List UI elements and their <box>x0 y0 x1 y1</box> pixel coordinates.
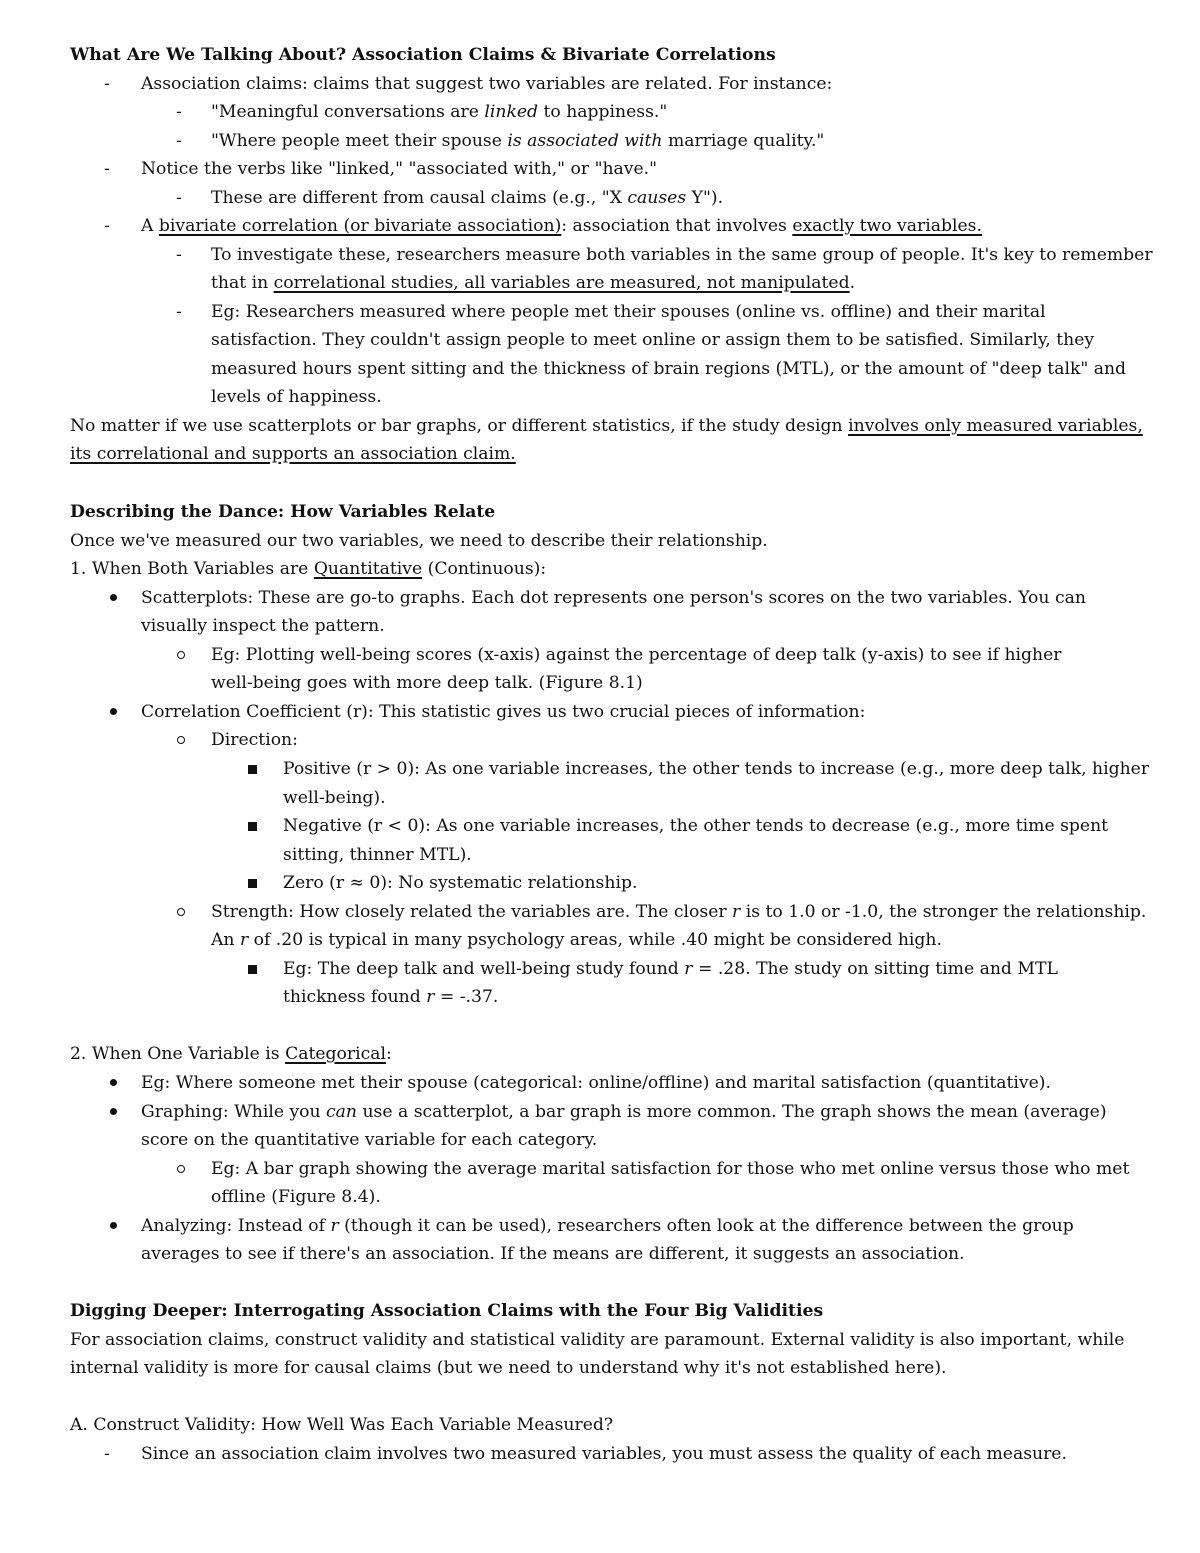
subhead-categorical: 2. When One Variable is Categorical: <box>70 1044 392 1064</box>
construct-validity-bullet: Since an association claim involves two measured variables, you must assess the quality of each measure. <box>141 1444 1067 1464</box>
scatterplots-line-2: visually inspect the pattern. <box>141 616 385 636</box>
dash-bullet: - <box>104 1444 110 1464</box>
bar-graph-example-line-2: offline (Figure 8.4). <box>211 1187 381 1207</box>
bullet-dot <box>110 1222 117 1229</box>
bullet-square <box>248 879 257 888</box>
analyzing-line-1: Analyzing: Instead of r (though it can be used), researchers often look at the difference between the group <box>141 1216 1074 1236</box>
positive-line-1: Positive (r > 0): As one variable increases, the other tends to increase (e.g., more deep talk, higher <box>283 759 1150 779</box>
closing-line-2: its correlational and supports an association claim. <box>70 444 516 464</box>
example-spouses-line-4: levels of happiness. <box>211 387 382 407</box>
bullet-circle <box>177 651 185 659</box>
subhead-quantitative: 1. When Both Variables are Quantitative (Continuous): <box>70 559 547 579</box>
bullet-dot <box>110 1108 117 1115</box>
negative-line-2: sitting, thinner MTL). <box>283 845 472 865</box>
bullet-circle <box>177 908 185 916</box>
strength-example-line-2: thickness found r = -.37. <box>283 987 499 1007</box>
categorical-example: Eg: Where someone met their spouse (categorical: online/offline) and marital satisfaction (quantitative). <box>141 1073 1051 1093</box>
negative-line-1: Negative (r < 0): As one variable increases, the other tends to decrease (e.g., more time spent <box>283 816 1109 836</box>
bullet-bivariate-correlation: A bivariate correlation (or bivariate association): association that involves exactly two variables. <box>141 216 982 236</box>
section2-intro: Once we've measured our two variables, we need to describe their relationship. <box>70 531 768 551</box>
dash-bullet: - <box>104 216 110 236</box>
causal-claims-note: These are different from causal claims (e.g., "X causes Y"). <box>211 188 724 208</box>
scatterplots-line-1: Scatterplots: These are go-to graphs. Each dot represents one person's scores on the two variables. You can <box>141 588 1086 608</box>
dash-bullet: - <box>176 188 182 208</box>
analyzing-line-2: averages to see if there's an association. If the means are different, it suggests an association. <box>141 1244 965 1264</box>
dash-bullet: - <box>104 74 110 94</box>
dash-bullet: - <box>176 302 182 322</box>
section-heading-describing-dance: Describing the Dance: How Variables Relate <box>70 502 496 522</box>
scatter-example-line-1: Eg: Plotting well-being scores (x-axis) against the percentage of deep talk (y-axis) to see if higher <box>211 645 1062 665</box>
bullet-square <box>248 822 257 831</box>
direction-label: Direction: <box>211 730 298 750</box>
dash-bullet: - <box>104 159 110 179</box>
bullet-dot <box>110 1079 117 1086</box>
bullet-notice-verbs: Notice the verbs like "linked," "associated with," or "have." <box>141 159 658 179</box>
section-heading-association-claims: What Are We Talking About? Association Claims & Bivariate Correlations <box>70 45 776 65</box>
dash-bullet: - <box>176 245 182 265</box>
graphing-line-2: score on the quantitative variable for each category. <box>141 1130 598 1150</box>
dash-bullet: - <box>176 102 182 122</box>
investigate-line-1: To investigate these, researchers measure both variables in the same group of people. It's key to remember <box>211 245 1153 265</box>
bullet-dot <box>110 594 117 601</box>
bullet-association-claims: Association claims: claims that suggest two variables are related. For instance: <box>141 74 833 94</box>
closing-line-1: No matter if we use scatterplots or bar graphs, or different statistics, if the study design involves only measured variables, <box>70 416 1143 436</box>
zero-line: Zero (r ≈ 0): No systematic relationship. <box>283 873 638 893</box>
validities-intro-line-2: internal validity is more for causal claims (but we need to understand why it's not established here). <box>70 1358 947 1378</box>
graphing-line-1: Graphing: While you can use a scatterplot, a bar graph is more common. The graph shows the mean (average) <box>141 1102 1107 1122</box>
bullet-square <box>248 965 257 974</box>
scatter-example-line-2: well-being goes with more deep talk. (Figure 8.1) <box>211 673 643 693</box>
example-linked: "Meaningful conversations are linked to happiness." <box>211 102 668 122</box>
strength-example-line-1: Eg: The deep talk and well-being study found r = .28. The study on sitting time and MTL <box>283 959 1058 979</box>
example-spouses-line-2: satisfaction. They couldn't assign people to meet online or assign them to be satisfied. Similarly, they <box>211 330 1095 350</box>
positive-line-2: well-being). <box>283 788 386 808</box>
strength-line-2: An r of .20 is typical in many psychology areas, while .40 might be considered high. <box>211 930 942 950</box>
correlation-coefficient: Correlation Coefficient (r): This statistic gives us two crucial pieces of information: <box>141 702 866 722</box>
bullet-square <box>248 765 257 774</box>
bar-graph-example-line-1: Eg: A bar graph showing the average marital satisfaction for those who met online versus those who met <box>211 1159 1130 1179</box>
dash-bullet: - <box>176 131 182 151</box>
validities-intro-line-1: For association claims, construct validity and statistical validity are paramount. External validity is also important, while <box>70 1330 1125 1350</box>
bullet-circle <box>177 1165 185 1173</box>
bullet-dot <box>110 708 117 715</box>
bullet-circle <box>177 736 185 744</box>
section-heading-four-validities: Digging Deeper: Interrogating Association Claims with the Four Big Validities <box>70 1301 824 1321</box>
subhead-construct-validity: A. Construct Validity: How Well Was Each Variable Measured? <box>70 1415 614 1435</box>
example-spouses-line-1: Eg: Researchers measured where people met their spouses (online vs. offline) and their marital <box>211 302 1046 322</box>
example-associated-with: "Where people meet their spouse is associated with marriage quality." <box>211 131 825 151</box>
example-spouses-line-3: measured hours spent sitting and the thickness of brain regions (MTL), or the amount of "deep talk" and <box>211 359 1127 379</box>
investigate-line-2: that in correlational studies, all variables are measured, not manipulated. <box>211 273 856 293</box>
strength-line-1: Strength: How closely related the variables are. The closer r is to 1.0 or -1.0, the stronger the relationship. <box>211 902 1147 922</box>
